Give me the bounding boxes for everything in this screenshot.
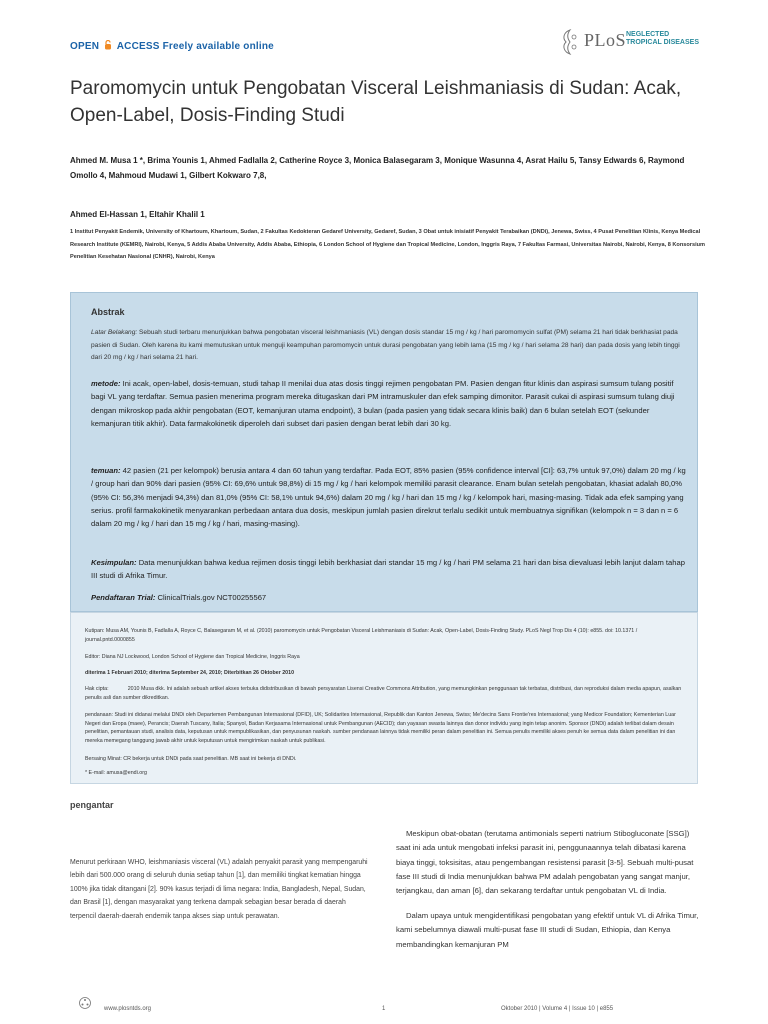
- plos-emblem-icon: [558, 28, 582, 56]
- methods-label: metode:: [91, 379, 121, 388]
- issue-info: Oktober 2010 | Volume 4 | Issue 10 | e855: [501, 1006, 614, 1012]
- section-heading-introduction: pengantar: [70, 800, 114, 810]
- findings-label: temuan:: [91, 466, 121, 475]
- abstract-methods: [91, 377, 686, 430]
- corresponding-email[interactable]: * E-mail: amusa@endi.org: [85, 770, 147, 776]
- page-number: 1: [382, 1006, 386, 1012]
- findings-text: 42 pasien (21 per kelompok) berusia antara 4 dan 60 tahun yang terdaftar. Pada EOT, 85% pasien (95% confidence interval [CI]: 63,7% untuk 97,0%) dalam 20 mg / kg / group hari dan 90% dari pasien (95% CI: 69,6% untuk 98,8%) di 15 mg / kg / hari kelompok memiliki parasit clearance. Enam bulan setelah pengobatan, khasiat adalah 80,0% (95% CI: 56,3% menjadi 94,3%) dan 81,0% (95% CI: 58,1% untuk 94,6%) dalam 20 mg / kg / hari dan 15 mg / kg / kelompok hari, masing-masing. Tidak ada efek samping yang serius. profil farmakokinetik menyarankan perbedaan antara dua dosis, meskipun jumlah pasien direkrut terlalu sedikit untuk membuatnya signifikan (kelompok n = 3 dan n = 6 dalam 20 mg / kg / hari dan 15 mg / kg / hari, masing-masing).: [91, 466, 686, 529]
- open-lock-icon: [104, 40, 112, 50]
- article-dates: diterima 1 Februari 2010; diterima September 24, 2010; Diterbitkan 26 Oktober 2010: [85, 670, 295, 676]
- methods-text: Ini acak, open-label, dosis-temuan, studi tahap II menilai dua atas dosis tinggi rejimen pengobatan PM. Pasien dengan fitur klinis dan aspirasi sumsum tulang positif bagi VL yang terdaftar. Semua pasien menerima program mereka ditugaskan dari PM intramuskuler dan efek samping dimonitor. Parasit cukai di aspirasi sumsum tulang diuji dengan mikroskop pada akhir pengobatan (EOT, kemanjuran utama endpoint), 3 bulan (pada pasien yang tidak secara klinis baik) dan 6 bulan setelah EOT (sekunder kemanjuran titik akhir). Data farmakokinetik diperoleh dari subset dari pasien dengan berat lebih dari 30 kg.: [91, 379, 675, 428]
- editor: Editor: Diana NJ Lockwood, London School of Hygiene dan Tropical Medicine, Inggris Raya: [85, 654, 300, 660]
- footer-url-link[interactable]: www.plosntds.org: [104, 1006, 152, 1012]
- abstract-findings: [91, 464, 686, 530]
- introduction-right-paragraph-1: Meskipun obat-obatan (terutama antimonials seperti natrium Stibogluconate [SSG]) saat ini ada untuk mengobati infeksi parasit ini, penggunaannya telah dibatasi karena biaya tinggi, toksisitas, atau pengembangan resistensi parasit [3-5]. Sebuah multi-pusat fase III studi di India menunjukkan bahwa PM adalah pengobatan yang sangat manjur, terjangkau, dan aman [6], dan sekarang terdaftar untuk pengobatan VL di India.: [396, 829, 694, 896]
- affiliations: 1 Institut Penyakit Endemik, University of Khartoum, Khartoum, Sudan, 2 Fakultas Kedokteran Gedaref University, Gedaref, Sudan, 3 Obat untuk inisiatif Penyakit Terabaikan (DNDi), Jenewa, Swiss, 4 Pusat Penelitian Klinis, Kenya Medical Research Institute (KEMRI), Nairobi, Kenya, 5 Addis Ababa University, Addis Ababa, Ethiopia, 6 London School of Hygiene dan Tropical Medicine, London, Inggris Raya, 7 Fakultas Farmasi, Universitas Nairobi, Nairobi, Kenya, 8 Konsorsium Penelitian Kesehatan Nasional (CNHR), Nairobi, Kenya: [70, 229, 706, 260]
- registration-link[interactable]: ClinicalTrials.gov NCT00255567: [155, 593, 267, 602]
- access-label: ACCESS Freely available online: [116, 41, 274, 52]
- introduction-left-paragraph: Menurut perkiraan WHO, leishmaniasis visceral (VL) adalah penyakit parasit yang mempengaruhi lebih dari 500.000 orang di seluruh dunia setiap tahun [1], dan memiliki tingkat kematian hingga 100% jika tidak ditangani [2]. 90% kasus terjadi di lima negara: India, Bangladesh, Nepal, Sudan, dan Brasil [1], dengan masyarakat yang terkena dampak sebagian besar berada di daerah terpencil daerah-daerah endemik tanpa akses siap untuk perawatan.: [70, 859, 368, 920]
- abstract-background: [91, 327, 681, 365]
- plos-wordmark: PLoS: [584, 30, 627, 50]
- open-label: OPEN: [70, 41, 100, 52]
- author-list: Ahmed M. Musa 1 *, Brima Younis 1, Ahmed Fadlalla 2, Catherine Royce 3, Monica Balasegaram 3, Monique Wasunna 4, Asrat Hailu 5, Tansy Edwards 6, Raymond Omollo 4, Mahmoud Mudawi 1, Gilbert Kokwaro 7,8,: [70, 156, 685, 180]
- conclusion-text: Data menunjukkan bahwa kedua rejimen dosis tinggi lebih berkhasiat dari standar 15 mg / kg / hari PM selama 21 hari dan bisa dievaluasi lebih lanjut dalam tahap III studi di Afrika Timur.: [91, 558, 685, 581]
- funding: pendanaan: Studi ini didanai melalui DNDi oleh Departemen Pembangunan Internasional (DFID), UK; Solidarites Internasional, Republik dan Kanton Jenewa, Swiss; Me'decins Sans Frontie'res Internasional; yang Medicor Foundation; Kementerian Luar Negeri dan Eropa (maee), Perancis; Daerah Tuscany, Italia; Spanyol, Badan Kerjasama Internasional untuk Pembangunan (AECID); dan yayasan swasta lainnya dan donor individu yang ingin tetap anonim. Sponsor (DNDi) adalah terlibat dalam desain penelitian, pemantauan studi, analisis data, keputusan untuk mempublikasikan, dan penyusunan naskah. sumber pendanaan lainnya tidak memiliki peran dalam penelitian ini. Semua penulis memiliki akses penuh ke semua data dalam penelitian ini dan mereka memegang tanggung jawab akhir untuk keputusan untuk mengirimkan naskah untuk publikasi.: [85, 712, 676, 744]
- journal-name: [626, 31, 699, 47]
- journal-name-line2: TROPICAL DISEASES: [626, 39, 699, 46]
- copyright: [85, 685, 685, 702]
- abstract-heading: Abstrak: [91, 307, 125, 317]
- abstract-conclusion: [91, 556, 686, 583]
- journal-name-line1: NEGLECTED: [626, 31, 670, 38]
- conclusion-label: Kesimpulan:: [91, 558, 137, 567]
- plos-footer-icon: [78, 996, 92, 1010]
- copyright-label: Hak cipta:: [85, 686, 109, 692]
- article-info-box: [70, 612, 698, 784]
- copyright-text: 2010 Musa dkk. Ini adalah sebuah artikel akses terbuka didistribusikan di bawah persyaratan Lisensi Creative Commons Attribution, yang memungkinkan penggunaan tak terbatas, distribusi, dan reproduksi dalam media apapun, asalkan penulis asli dan sumber dikreditkan.: [85, 686, 682, 701]
- competing-interests: Bersaing Minat: CR bekerja untuk DNDi pada saat penelitian. MB saat ini bekerja di DNDi.: [85, 756, 297, 762]
- author-list-continued: Ahmed El-Hassan 1, Eltahir Khalil 1: [70, 210, 205, 219]
- background-label: Latar Belakang:: [91, 329, 138, 336]
- citation: Kutipan: Musa AM, Younis B, Fadlalla A, Royce C, Balasegaram M, et al. (2010) paromomycin untuk Pengobatan Visceral Leishmaniasis di Sudan: Acak, Open-Label, Dosis-Finding Study. PLoS Negl Trop Dis 4 (10): e855. doi: 10.1371 / journal.pntd.0000855: [85, 628, 638, 643]
- abstract-registration: [91, 591, 686, 604]
- article-title: Paromomycin untuk Pengobatan Visceral Leishmaniasis di Sudan: Acak, Open-Label, Dosis-Finding Studi: [70, 78, 682, 126]
- registration-label: Pendaftaran Trial:: [91, 593, 156, 602]
- open-access-banner: [70, 40, 274, 52]
- abstract-box: [70, 292, 698, 612]
- background-text: Sebuah studi terbaru menunjukkan bahwa pengobatan visceral leishmaniasis (VL) dengan dosis standar 15 mg / kg / hari paromomycin sulfat (PM) selama 21 hari tidak berkhasiat pada pasien di Sudan. Oleh karena itu kami memutuskan untuk menguji keampuhan paromomycin untuk durasi pengobatan yang lebih lama (15 mg / kg / hari selama 28 hari) dan pada dosis yang lebih tinggi dari 20 mg / kg / hari selama 21 hari.: [91, 329, 680, 361]
- journal-logo: [558, 28, 708, 58]
- introduction-right-paragraph-2: Dalam upaya untuk mengidentifikasi pengobatan yang efektif untuk VL di Afrika Timur, kami sebelumnya diawali multi-pusat fase III studi di Sudan, Ethiopia, dan Kenya membandingkan kemanjuran PM: [396, 911, 699, 949]
